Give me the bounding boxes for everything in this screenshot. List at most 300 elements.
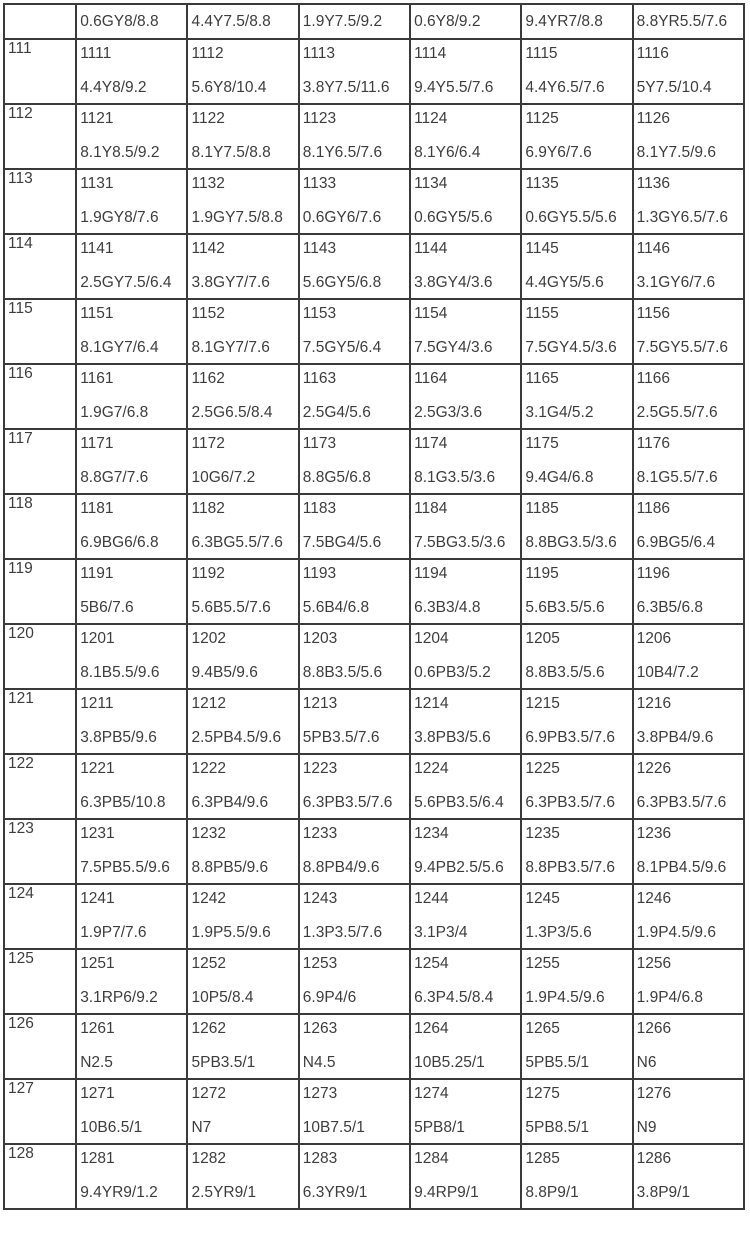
color-cell-content <box>634 820 743 883</box>
munsell-value: 3.8Y7.5/11.6 <box>302 79 390 96</box>
color-cell-content <box>411 235 520 298</box>
color-cell <box>76 39 187 104</box>
color-code: 1262 <box>191 1020 226 1037</box>
color-cell-content <box>77 1015 186 1078</box>
row-id-cell <box>4 884 76 949</box>
color-code: 1191 <box>80 565 114 582</box>
color-code: 1201 <box>80 630 115 647</box>
color-code: 1241 <box>80 890 115 907</box>
color-cell <box>521 559 632 624</box>
color-cell-content <box>411 885 520 948</box>
color-code: 1132 <box>191 175 225 192</box>
color-code: 1246 <box>636 890 672 907</box>
color-cell <box>76 364 187 429</box>
color-cell <box>521 884 632 949</box>
color-cell-content <box>522 690 631 753</box>
color-code: 1274 <box>414 1085 449 1102</box>
color-code: 1155 <box>525 305 559 322</box>
color-code: 1221 <box>80 760 115 777</box>
color-cell-content <box>634 1080 743 1143</box>
color-cell-content <box>522 1015 631 1078</box>
row-id: 123 <box>8 820 34 837</box>
color-cell-content <box>77 1145 186 1208</box>
color-cell <box>410 754 521 819</box>
color-code: 1253 <box>302 955 338 972</box>
munsell-value: N7 <box>191 1119 212 1136</box>
color-cell-content <box>522 40 631 103</box>
color-code: 1202 <box>191 630 226 647</box>
color-cell-content <box>634 300 743 363</box>
munsell-value: 6.3PB3.5/7.6 <box>302 794 393 811</box>
munsell-value: 9.4B5/9.6 <box>191 664 258 681</box>
color-cell <box>187 559 298 624</box>
munsell-value: 2.5G6.5/8.4 <box>191 404 273 421</box>
color-code: 1275 <box>525 1085 560 1102</box>
color-code: 1284 <box>414 1150 449 1167</box>
color-cell-content <box>77 170 186 233</box>
row-id-cell <box>4 949 76 1014</box>
munsell-value: N2.5 <box>80 1054 113 1071</box>
color-cell-content <box>77 755 186 818</box>
color-cell-content <box>77 690 186 753</box>
table-row <box>4 949 744 1014</box>
color-cell-content <box>300 1145 409 1208</box>
munsell-value: 5Y7.5/10.4 <box>636 79 712 96</box>
color-cell <box>633 169 744 234</box>
row-id-cell <box>4 169 76 234</box>
color-code: 1271 <box>80 1085 115 1102</box>
color-cell-content <box>522 885 631 948</box>
row-id: 112 <box>8 105 33 122</box>
color-cell <box>521 689 632 754</box>
color-cell-content <box>411 1145 520 1208</box>
color-cell-content <box>188 560 297 623</box>
color-code: 1205 <box>525 630 560 647</box>
munsell-value: 7.5PB5.5/9.6 <box>80 859 170 876</box>
row-id-cell <box>4 1014 76 1079</box>
color-code: 1255 <box>525 955 560 972</box>
munsell-value: 8.1PB4.5/9.6 <box>636 859 727 876</box>
munsell-value: 8.1G3.5/3.6 <box>414 469 496 486</box>
color-code: 1252 <box>191 955 226 972</box>
color-cell <box>299 1014 410 1079</box>
color-code: 1114 <box>414 45 447 62</box>
color-cell-content <box>411 170 520 233</box>
munsell-value: 6.3BG5.5/7.6 <box>191 534 283 551</box>
row-id-cell <box>4 624 76 689</box>
color-cell <box>76 299 187 364</box>
color-cell-content <box>300 625 409 688</box>
color-cell <box>76 429 187 494</box>
color-code: 1124 <box>414 110 448 127</box>
color-cell-content <box>411 300 520 363</box>
color-cell-content <box>522 625 631 688</box>
color-code: 1285 <box>525 1150 560 1167</box>
row-id: 114 <box>8 235 33 252</box>
color-code: 1144 <box>414 240 448 257</box>
color-code: 1125 <box>525 110 559 127</box>
row-id-cell <box>4 819 76 884</box>
color-cell-content <box>300 560 409 623</box>
munsell-value: 1.3P3/5.6 <box>525 924 592 941</box>
color-cell-content <box>522 365 631 428</box>
color-cell-content <box>411 820 520 883</box>
color-cell <box>187 624 298 689</box>
color-cell <box>521 299 632 364</box>
color-cell-content <box>77 950 186 1013</box>
color-cell-content <box>634 625 743 688</box>
color-cell <box>633 624 744 689</box>
munsell-value: 7.5BG4/5.6 <box>302 534 382 551</box>
color-cell <box>187 884 298 949</box>
table-row <box>4 819 744 884</box>
color-cell-content <box>411 1080 520 1143</box>
color-code: 1185 <box>525 500 559 517</box>
color-cell-content <box>300 1015 409 1078</box>
table-row <box>4 1014 744 1079</box>
munsell-value: 6.3B5/6.8 <box>636 599 704 616</box>
color-cell-content <box>300 300 409 363</box>
color-cell-content <box>522 105 631 168</box>
munsell-value: 5PB3.5/7.6 <box>302 729 380 746</box>
color-cell <box>76 1079 187 1144</box>
color-cell <box>187 754 298 819</box>
color-code: 1171 <box>80 435 114 452</box>
color-cell <box>76 559 187 624</box>
munsell-value: 6.3P4.5/8.4 <box>414 989 494 1006</box>
color-code: 1193 <box>302 565 337 582</box>
color-code: 1276 <box>636 1085 672 1102</box>
color-cell-content <box>188 495 297 558</box>
color-code: 1152 <box>191 305 225 322</box>
munsell-value: 6.3PB3.5/7.6 <box>636 794 727 811</box>
color-code: 1235 <box>525 825 560 842</box>
munsell-value: 7.5BG3.5/3.6 <box>414 534 506 551</box>
color-cell-content <box>300 430 409 493</box>
munsell-value: 7.5GY5.5/7.6 <box>636 339 729 356</box>
color-cell <box>299 429 410 494</box>
munsell-value: 6.9P4/6 <box>302 989 357 1006</box>
color-cell-content <box>411 40 520 103</box>
row-id: 118 <box>8 495 33 512</box>
munsell-value: 2.5G3/3.6 <box>414 404 483 421</box>
munsell-value: 2.5G4/5.6 <box>302 404 371 421</box>
color-cell-content <box>300 40 409 103</box>
row-id: 127 <box>8 1080 34 1097</box>
row-id: 113 <box>8 170 33 187</box>
munsell-value: 10G6/7.2 <box>191 469 256 486</box>
color-code: 1245 <box>525 890 560 907</box>
color-cell-content <box>300 690 409 753</box>
color-code: 1184 <box>414 500 448 517</box>
color-cell <box>410 429 521 494</box>
color-cell-content <box>522 560 631 623</box>
color-cell-content <box>77 105 186 168</box>
munsell-value: 5.6GY5/6.8 <box>302 274 382 291</box>
color-code: 1261 <box>80 1020 115 1037</box>
munsell-value: 9.4RP9/1 <box>414 1184 479 1201</box>
row-id: 121 <box>8 690 34 707</box>
color-cell-content <box>411 105 520 168</box>
color-cell <box>187 299 298 364</box>
munsell-value: 5PB8/1 <box>414 1119 465 1136</box>
color-cell <box>410 494 521 559</box>
color-code: 1223 <box>302 760 338 777</box>
color-code: 1156 <box>636 305 671 322</box>
row-id: 128 <box>8 1145 34 1162</box>
table-row <box>4 39 744 104</box>
color-cell-content <box>77 625 186 688</box>
table-row <box>4 299 744 364</box>
color-code: 1162 <box>191 370 225 387</box>
color-cell <box>410 689 521 754</box>
color-cell-content <box>522 170 631 233</box>
color-cell-content <box>77 885 186 948</box>
row-id-cell <box>4 689 76 754</box>
color-cell <box>633 494 744 559</box>
munsell-value: 10B4/7.2 <box>636 664 699 681</box>
color-cell <box>410 169 521 234</box>
munsell-value: 6.3PB3.5/7.6 <box>525 794 615 811</box>
color-cell <box>187 234 298 299</box>
color-cell <box>187 1014 298 1079</box>
color-cell <box>521 234 632 299</box>
munsell-value: 0.6GY6/7.6 <box>302 209 382 226</box>
color-cell-content <box>77 365 186 428</box>
color-cell-content <box>188 885 297 948</box>
color-cell-content <box>188 170 297 233</box>
color-code: 1213 <box>302 695 338 712</box>
color-cell-content <box>300 885 409 948</box>
color-cell-content <box>634 560 743 623</box>
color-cell-content <box>188 1145 297 1208</box>
color-code: 1172 <box>191 435 225 452</box>
color-code: 1242 <box>191 890 226 907</box>
munsell-value: 8.1Y7.5/9.6 <box>636 144 716 161</box>
color-code: 1194 <box>414 565 448 582</box>
color-cell-content <box>634 495 743 558</box>
color-cell <box>187 429 298 494</box>
color-code: 1175 <box>525 435 559 452</box>
munsell-value: 1.3GY6.5/7.6 <box>636 209 729 226</box>
table-row <box>4 559 744 624</box>
munsell-value: 3.1G4/5.2 <box>525 404 594 421</box>
row-id-cell <box>4 299 76 364</box>
color-code: 1181 <box>80 500 114 517</box>
color-cell <box>521 429 632 494</box>
color-cell <box>76 234 187 299</box>
color-cell-content <box>188 950 297 1013</box>
color-cell <box>633 234 744 299</box>
color-cell-content <box>522 1145 631 1208</box>
color-cell <box>633 1144 744 1209</box>
color-cell <box>187 364 298 429</box>
color-code: 1286 <box>636 1150 672 1167</box>
color-code: 1244 <box>414 890 449 907</box>
table-row <box>4 624 744 689</box>
color-code: 1135 <box>525 175 559 192</box>
color-cell <box>633 299 744 364</box>
color-cell <box>521 1144 632 1209</box>
munsell-value: 5B6/7.6 <box>80 599 134 616</box>
munsell-value: 5.6PB3.5/6.4 <box>414 794 504 811</box>
color-code: 1234 <box>414 825 449 842</box>
color-code: 1265 <box>525 1020 560 1037</box>
munsell-value: 6.3B3/4.8 <box>414 599 481 616</box>
color-cell <box>410 819 521 884</box>
munsell-value: 9.4YR7/8.8 <box>525 13 603 30</box>
munsell-value: 0.6GY8/8.8 <box>80 13 159 30</box>
munsell-value: 8.8P9/1 <box>525 1184 579 1201</box>
munsell-value: 8.8PB5/9.6 <box>191 859 269 876</box>
munsell-value: 8.8G5/6.8 <box>302 469 371 486</box>
color-cell-content <box>411 950 520 1013</box>
color-cell-content <box>188 820 297 883</box>
munsell-value: 0.6PB3/5.2 <box>414 664 491 681</box>
color-cell <box>299 4 410 39</box>
color-code: 1166 <box>636 370 671 387</box>
color-code: 1203 <box>302 630 338 647</box>
color-code: 1195 <box>525 565 559 582</box>
color-cell-content <box>522 495 631 558</box>
munsell-value: 8.8PB4/9.6 <box>302 859 380 876</box>
color-code: 1192 <box>191 565 225 582</box>
color-cell <box>633 559 744 624</box>
color-cell-content <box>300 1080 409 1143</box>
munsell-value: 6.9PB3.5/7.6 <box>525 729 615 746</box>
munsell-value: 2.5GY7.5/6.4 <box>80 274 172 291</box>
row-id: 124 <box>8 885 34 902</box>
color-cell-content <box>411 495 520 558</box>
color-cell-content <box>411 430 520 493</box>
color-cell-content <box>188 1015 297 1078</box>
color-code: 1266 <box>636 1020 672 1037</box>
row-id: 125 <box>8 950 34 967</box>
row-id-cell <box>4 754 76 819</box>
munsell-value: 3.1P3/4 <box>414 924 468 941</box>
table-row <box>4 429 744 494</box>
color-code: 1254 <box>414 955 449 972</box>
munsell-value: 4.4GY5/5.6 <box>525 274 604 291</box>
color-cell-content <box>188 755 297 818</box>
color-cell <box>410 104 521 169</box>
color-cell <box>299 949 410 1014</box>
color-code: 1264 <box>414 1020 449 1037</box>
color-code: 1126 <box>636 110 671 127</box>
color-cell <box>76 624 187 689</box>
color-cell-content <box>188 625 297 688</box>
munsell-value: 6.9BG6/6.8 <box>80 534 159 551</box>
color-cell-content <box>634 950 743 1013</box>
color-cell <box>299 234 410 299</box>
color-cell <box>410 364 521 429</box>
munsell-value: N6 <box>636 1054 657 1071</box>
munsell-value: 9.4G4/6.8 <box>525 469 594 486</box>
color-cell <box>521 1079 632 1144</box>
color-cell-content <box>300 495 409 558</box>
color-code: 1226 <box>636 760 672 777</box>
color-cell-content <box>634 235 743 298</box>
munsell-value: 7.5GY4/3.6 <box>414 339 493 356</box>
color-code: 1214 <box>414 695 449 712</box>
table-row <box>4 234 744 299</box>
color-code: 1123 <box>302 110 337 127</box>
munsell-value: 9.4PB2.5/5.6 <box>414 859 504 876</box>
munsell-value: 8.8PB3.5/7.6 <box>525 859 615 876</box>
table-row <box>4 754 744 819</box>
color-cell <box>76 1144 187 1209</box>
color-cell <box>76 494 187 559</box>
row-id: 122 <box>8 755 34 772</box>
munsell-value: 3.1RP6/9.2 <box>80 989 158 1006</box>
color-cell <box>633 884 744 949</box>
munsell-value: 3.8GY4/3.6 <box>414 274 493 291</box>
color-code: 1263 <box>302 1020 338 1037</box>
color-cell <box>521 754 632 819</box>
color-code: 1206 <box>636 630 672 647</box>
munsell-value: N9 <box>636 1119 657 1136</box>
munsell-value: 10B6.5/1 <box>80 1119 143 1136</box>
color-code: 1251 <box>80 955 115 972</box>
color-cell <box>633 1079 744 1144</box>
color-cell <box>521 4 632 39</box>
color-cell <box>410 559 521 624</box>
color-cell <box>187 1144 298 1209</box>
color-code: 1146 <box>636 240 671 257</box>
munsell-value: 8.1GY7/6.4 <box>80 339 159 356</box>
munsell-value: 0.6Y8/9.2 <box>414 13 481 30</box>
color-code: 1272 <box>191 1085 226 1102</box>
color-cell <box>76 104 187 169</box>
color-cell-content <box>411 1015 520 1078</box>
row-id: 119 <box>8 560 33 577</box>
row-id-cell <box>4 559 76 624</box>
color-cell-content <box>411 755 520 818</box>
color-cell <box>410 1079 521 1144</box>
color-cell-content <box>411 560 520 623</box>
table-row <box>4 1144 744 1209</box>
munsell-value: 1.9GY8/7.6 <box>80 209 159 226</box>
color-code: 1236 <box>636 825 672 842</box>
color-cell <box>633 364 744 429</box>
color-cell <box>633 819 744 884</box>
color-cell-content <box>188 105 297 168</box>
color-cell-content <box>634 170 743 233</box>
munsell-value: 8.1Y6.5/7.6 <box>302 144 383 161</box>
row-id-cell <box>4 1144 76 1209</box>
color-cell <box>187 169 298 234</box>
color-code: 1112 <box>191 45 224 62</box>
munsell-value: 5.6B5.5/7.6 <box>191 599 271 616</box>
color-cell <box>299 754 410 819</box>
color-cell-content <box>634 690 743 753</box>
color-cell <box>410 949 521 1014</box>
color-code: 1222 <box>191 760 226 777</box>
color-cell <box>187 819 298 884</box>
table-row <box>4 1079 744 1144</box>
color-cell <box>633 39 744 104</box>
row-id-cell <box>4 104 76 169</box>
table-body <box>4 4 744 1209</box>
munsell-value: 1.9P5.5/9.6 <box>191 924 271 941</box>
munsell-value: 0.6GY5.5/5.6 <box>525 209 617 226</box>
color-code: 1115 <box>525 45 558 62</box>
munsell-value: 8.1Y7.5/8.8 <box>191 144 271 161</box>
color-cell-content <box>300 820 409 883</box>
row-id: 115 <box>8 300 33 317</box>
color-code: 1131 <box>80 175 114 192</box>
color-cell <box>410 884 521 949</box>
